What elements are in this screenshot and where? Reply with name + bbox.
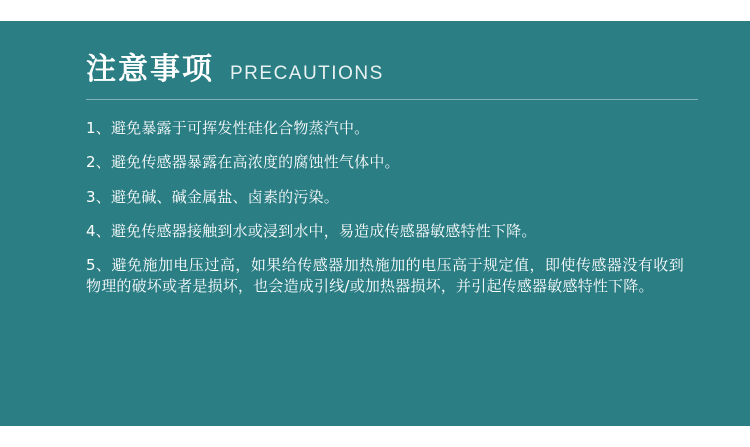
page-subtitle: PRECAUTIONS: [230, 63, 384, 84]
page-title: 注意事项: [86, 52, 214, 87]
precautions-content: [48, 52, 702, 392]
list-item: 5、避免施加电压过高，如果给传感器加热施加的电压高于规定值，即使传感器没有收到物理的破坏或者是损坏，也会造成引线/或加热器损坏，并引起传感器敏感特性下降。: [86, 256, 684, 296]
list-item: 1、避免暴露于可挥发性硅化合物蒸汽中。: [86, 119, 370, 137]
list-item: 3、避免碱、碱金属盐、卤素的污染。: [86, 187, 339, 206]
panel-header: [48, 52, 702, 99]
precautions-panel: [0, 21, 750, 426]
list-item: 2、避免传感器暴露在高浓度的腐蚀性气体中。: [86, 153, 400, 172]
list-item: 4、避免传感器接触到水或浸到水中，易造成传感器敏感特性下降。: [86, 221, 537, 240]
title-divider: [86, 99, 698, 100]
precautions-list: [48, 118, 702, 298]
